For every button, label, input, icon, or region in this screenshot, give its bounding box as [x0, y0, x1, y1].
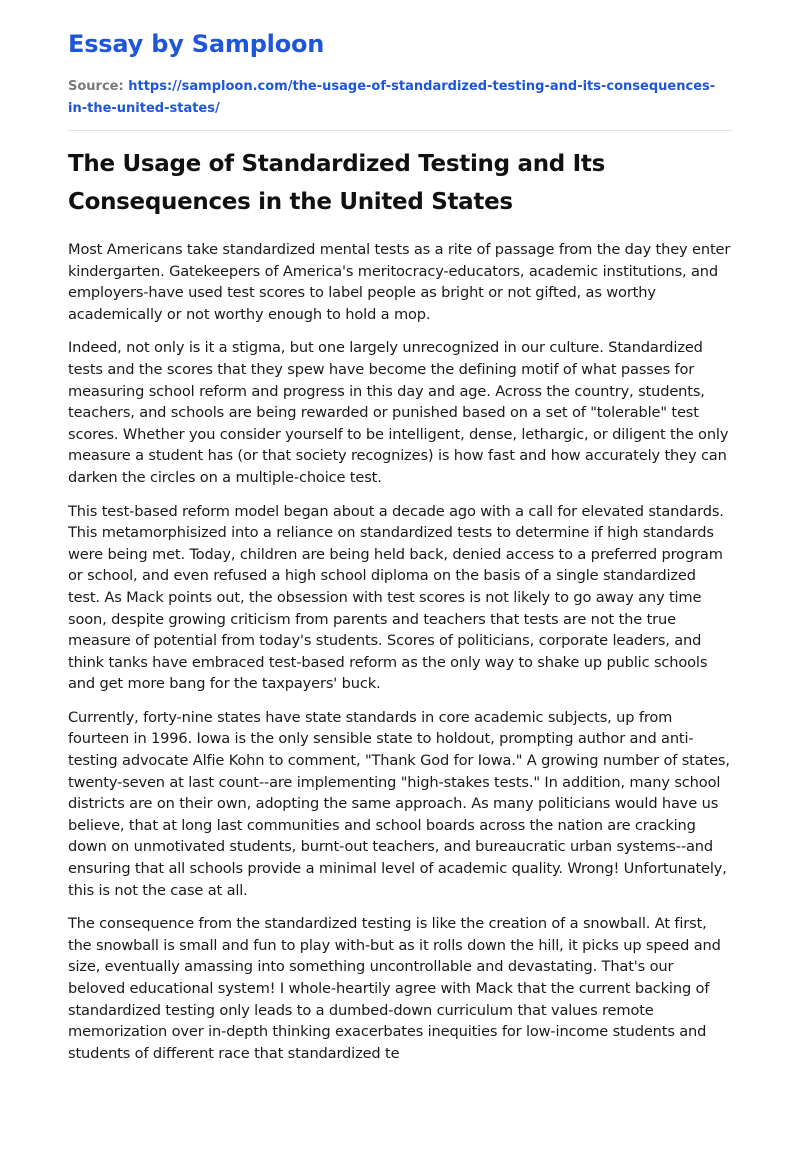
paragraph-3: This test-based reform model began about a decade ago with a call for elevated standards. This metamorphisized into a reliance on standardized tests to determine if high standards were being met. Today, children are being held back, denied access to a preferred program or school, and even refused a high school diploma on the basis of a single standardized test. As Mack points out, the obsession with test scores is not likely to go away any time soon, despite growing criticism from parents and teachers that tests are not the true measure of potential from today's students. Scores of politicians, corporate leaders, and think tanks have embraced test-based reform as the only way to shake up public schools and get more bang for the taxpayers' buck.: [68, 502, 724, 693]
paragraph-4: Currently, forty-nine states have state standards in core academic subjects, up from fourteen in 1996. Iowa is the only sensible state to holdout, prompting author and anti-testing advocate Alfie Kohn to comment, "Thank God for Iowa." A growing number of states, twenty-seven at last count--are implementing "high-stakes tests." In addition, many school districts are on their own, adopting the same approach. As many politicians would have us believe, that at long last communities and school boards across the nation are cracking down on unmotivated students, burnt-out teachers, and bureaucratic urban systems--and ensuring that all schools provide a minimal level of academic quality. Wrong! Unfortunately, this is not the case at all.: [68, 708, 730, 899]
source-link[interactable]: https://samploon.com/the-usage-of-standardized-testing-and-its-consequences-in-the-united-states/: [68, 79, 716, 116]
paragraph-2: Indeed, not only is it a stigma, but one largely unrecognized in our culture. Standardized tests and the scores that they spew have become the defining motif of what passes for measuring school reform and progress in this day and age. Across the country, students, teachers, and schools are being rewarded or punished based on a set of "tolerable" test scores. Whether you consider yourself to be intelligent, dense, lethargic, or diligent the only measure a student has (or that society recognizes) is how fast and how accurately they can darken the circles on a multiple-choice test.: [68, 339, 729, 486]
paragraph-1: Most Americans take standardized mental tests as a rite of passage from the day they enter kindergarten. Gatekeepers of America's meritocracy-educators, academic institutions, and employers-have used test scores to label people as bright or not gifted, as worthy academically or not worthy enough to hold a mop.: [68, 241, 731, 323]
essay-body: [68, 239, 732, 1064]
source-label: Source:: [68, 79, 124, 94]
brand-title: Essay by Samploon: [68, 30, 325, 58]
essay-title: The Usage of Standardized Testing and Its Consequences in the United States: [68, 151, 605, 215]
header-divider: [68, 130, 732, 131]
paragraph-5: The consequence from the standardized testing is like the creation of a snowball. At first, the snowball is small and fun to play with-but as it rolls down the hill, it picks up speed and size, eventually amassing into something uncontrollable and devastating. That's our beloved educational system! I whole-heartily agree with Mack that the current backing of standardized testing only leads to a dumbed-down curriculum that values remote memorization over in-depth thinking exacerbates inequities for low-income students and students of different race that standardized te: [68, 915, 721, 1062]
source-line: [68, 76, 732, 120]
